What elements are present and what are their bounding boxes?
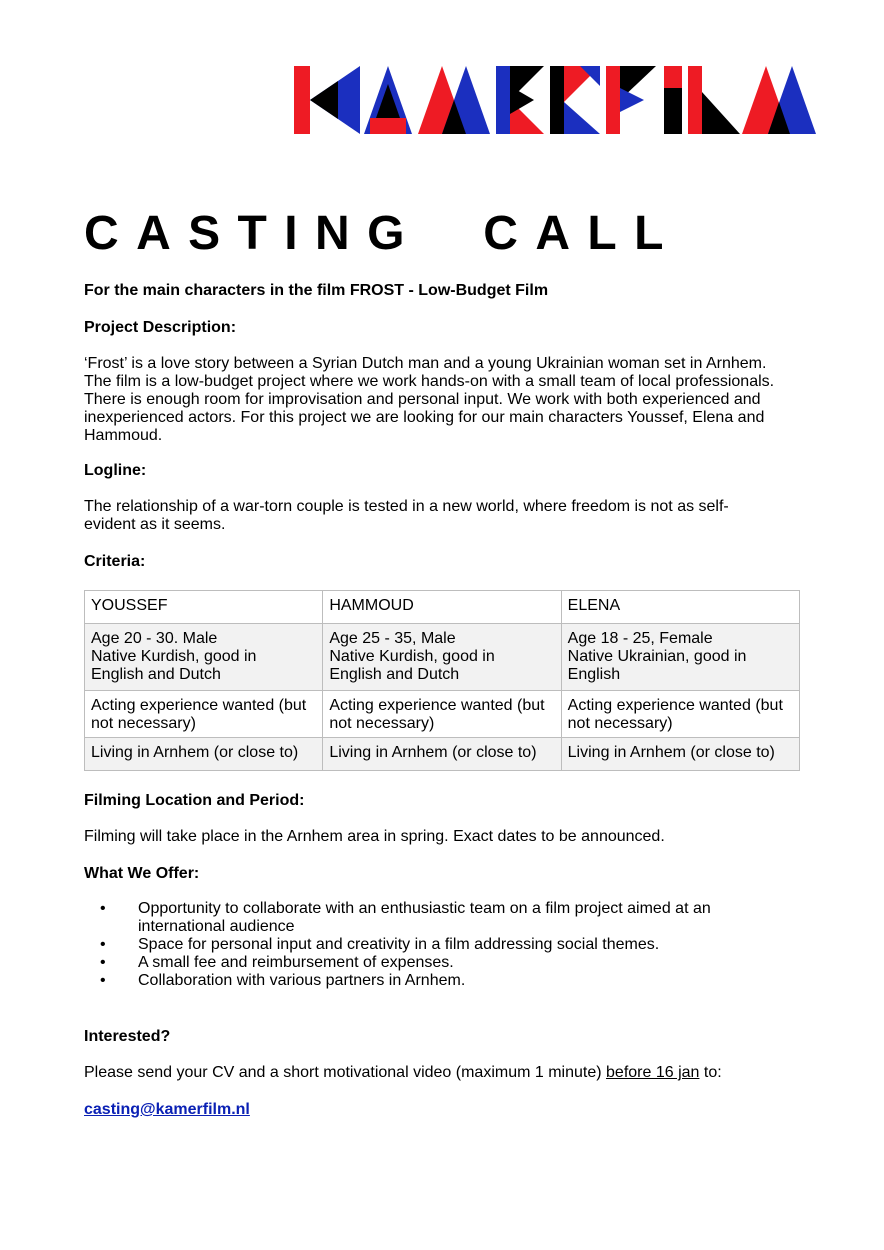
text-line: evident as it seems.: [84, 516, 226, 533]
bullet-icon: •: [100, 972, 106, 989]
cell-line: Acting experience wanted (but: [329, 697, 545, 714]
logo-letter-l-stem: [688, 66, 702, 134]
list-item-line: A small fee and reimbursement of expenses.: [138, 954, 454, 971]
logline-text: [84, 498, 729, 534]
cell-line: Acting experience wanted (but: [567, 697, 783, 714]
page-title: CASTING CALL: [84, 207, 681, 260]
project-description-text: [84, 355, 774, 445]
contact-line: [84, 1101, 250, 1119]
table-cell: [561, 624, 799, 691]
list-item: [84, 936, 764, 954]
logo-letter-r-stem: [550, 66, 564, 134]
table-cell: [85, 691, 323, 738]
table-header-cell: HAMMOUD: [323, 591, 561, 624]
subtitle: For the main characters in the film FROST - Low-Budget Film: [84, 282, 549, 299]
interested-text: [84, 1064, 722, 1082]
table-row: [85, 624, 800, 691]
table-header-cell: ELENA: [561, 591, 799, 624]
bullet-icon: •: [100, 954, 106, 971]
text-line: There is enough room for improvisation and personal input. We work with both experienced and: [84, 391, 761, 408]
project-description-heading: Project Description:: [84, 319, 237, 336]
bullet-icon: •: [100, 900, 106, 917]
cell-line: not necessary): [567, 715, 673, 732]
text-line: inexperienced actors. For this project we are looking for our main characters Youssef, Elena and: [84, 409, 765, 426]
list-item-line: Opportunity to collaborate with an enthusiastic team on a film project aimed at an: [138, 900, 711, 917]
cell-line: English and Dutch: [91, 666, 221, 683]
cell-line: Age 25 - 35, Male: [329, 630, 456, 647]
table-cell: [323, 624, 561, 691]
logo-letter-i-top: [664, 66, 682, 88]
cell-line: English and Dutch: [329, 666, 460, 683]
cell-line: Age 18 - 25, Female: [567, 630, 713, 647]
table-cell: [561, 691, 799, 738]
table-row: [85, 691, 800, 738]
table-cell: [85, 624, 323, 691]
instruction-text: Please send your CV and a short motivational video (maximum 1 minute): [84, 1064, 607, 1081]
logo-letter-k-inner: [310, 81, 338, 119]
cell-line: not necessary): [329, 715, 435, 732]
logline-heading: Logline:: [84, 462, 147, 479]
logo-letter-f-middle: [620, 88, 644, 112]
offer-heading: What We Offer:: [84, 865, 200, 882]
table-row: [85, 738, 800, 771]
email-link[interactable]: casting@kamerfilm.nl: [84, 1101, 250, 1118]
cell-line: Native Kurdish, good in: [91, 648, 257, 665]
deadline-text: before 16 jan: [606, 1064, 700, 1081]
cell-line: Acting experience wanted (but: [91, 697, 307, 714]
logo-letter-r-leg: [564, 102, 600, 134]
list-item: [84, 954, 764, 972]
list-item-line: Space for personal input and creativity in a film addressing social themes.: [138, 936, 660, 953]
logo-letter-f-stem: [606, 66, 620, 134]
cell-line: Native Kurdish, good in: [329, 648, 495, 665]
table-cell: Living in Arnhem (or close to): [561, 738, 799, 771]
text-line: The relationship of a war-torn couple is tested in a new world, where freedom is not as self-: [84, 498, 729, 515]
bullet-icon: •: [100, 936, 106, 953]
table-cell: Living in Arnhem (or close to): [323, 738, 561, 771]
cell-line: Age 20 - 30. Male: [91, 630, 218, 647]
list-item: [84, 900, 764, 936]
cell-line: English: [567, 666, 621, 683]
text-line: Hammoud.: [84, 427, 163, 444]
table-header-cell: YOUSSEF: [85, 591, 323, 624]
kamerfilm-logo: [294, 66, 816, 134]
logo-letter-a-bar: [370, 118, 406, 134]
filming-text: Filming will take place in the Arnhem area in spring. Exact dates to be announced.: [84, 828, 665, 845]
cell-line: Native Ukrainian, good in: [567, 648, 747, 665]
table-cell: Living in Arnhem (or close to): [85, 738, 323, 771]
criteria-table: [84, 590, 800, 771]
text-line: ‘Frost’ is a love story between a Syrian Dutch man and a young Ukrainian woman set in Arnhem.: [84, 355, 767, 372]
filming-heading: Filming Location and Period:: [84, 792, 305, 809]
logo-letter-e-middle: [510, 86, 534, 114]
list-item: [84, 972, 764, 990]
logo-letter-e-stem: [496, 66, 510, 134]
list-item-line: Collaboration with various partners in Arnhem.: [138, 972, 466, 989]
instruction-text-end: to:: [699, 1064, 722, 1081]
logo-letter-k-stem: [294, 66, 310, 134]
table-cell: [323, 691, 561, 738]
list-item-line: international audience: [138, 918, 295, 935]
logo-letter-l-foot: [702, 92, 740, 134]
text-line: The film is a low-budget project where we work hands-on with a small team of local professionals.: [84, 373, 775, 390]
criteria-heading: Criteria:: [84, 553, 146, 570]
offer-list: [84, 900, 764, 990]
table-header-row: [85, 591, 800, 624]
interested-heading: Interested?: [84, 1028, 171, 1045]
cell-line: not necessary): [91, 715, 196, 732]
